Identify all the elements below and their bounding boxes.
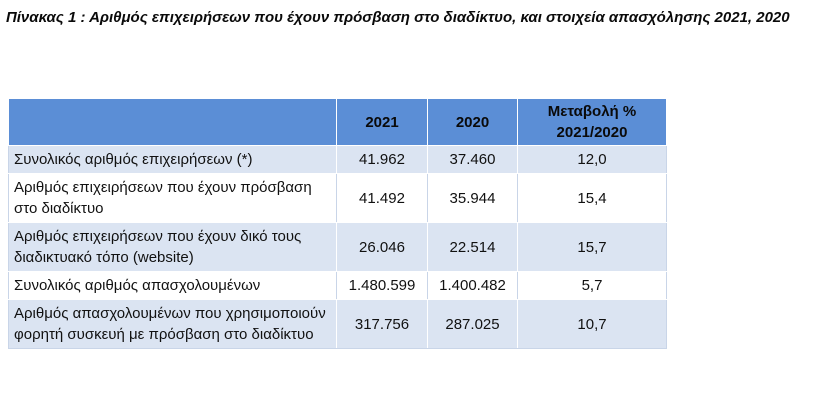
row-label: Συνολικός αριθμός επιχειρήσεων (*) — [9, 146, 337, 174]
table-caption: Πίνακας 1 : Αριθμός επιχειρήσεων που έχουν πρόσβαση στο διαδίκτυο, και στοιχεία απασχόλησης 2021, 2020 — [6, 9, 790, 26]
value-change: 10,7 — [518, 300, 667, 349]
header-change: Μεταβολή % 2021/2020 — [518, 99, 667, 146]
table-row — [9, 146, 667, 174]
header-empty-cell — [9, 99, 337, 146]
value-2021: 41.492 — [337, 174, 428, 223]
row-label: Αριθμός επιχειρήσεων που έχουν δικό τους διαδικτυακό τόπο (website) — [9, 223, 337, 272]
value-2020: 287.025 — [428, 300, 518, 349]
row-label: Αριθμός απασχολουμένων που χρησιμοποιούν φορητή συσκευή με πρόσβαση στο διαδίκτυο — [9, 300, 337, 349]
row-label: Συνολικός αριθμός απασχολουμένων — [9, 272, 337, 300]
table-header-row — [9, 99, 667, 146]
value-2020: 35.944 — [428, 174, 518, 223]
value-2021: 1.480.599 — [337, 272, 428, 300]
value-change: 15,4 — [518, 174, 667, 223]
value-2021: 26.046 — [337, 223, 428, 272]
value-change: 5,7 — [518, 272, 667, 300]
table-row — [9, 300, 667, 349]
row-label: Αριθμός επιχειρήσεων που έχουν πρόσβαση στο διαδίκτυο — [9, 174, 337, 223]
value-2021: 41.962 — [337, 146, 428, 174]
value-change: 15,7 — [518, 223, 667, 272]
value-2020: 22.514 — [428, 223, 518, 272]
header-2020: 2020 — [428, 99, 518, 146]
statistics-table — [8, 98, 667, 349]
header-2021: 2021 — [337, 99, 428, 146]
value-change: 12,0 — [518, 146, 667, 174]
value-2020: 37.460 — [428, 146, 518, 174]
table-row — [9, 223, 667, 272]
value-2021: 317.756 — [337, 300, 428, 349]
table-row — [9, 272, 667, 300]
value-2020: 1.400.482 — [428, 272, 518, 300]
table-row — [9, 174, 667, 223]
